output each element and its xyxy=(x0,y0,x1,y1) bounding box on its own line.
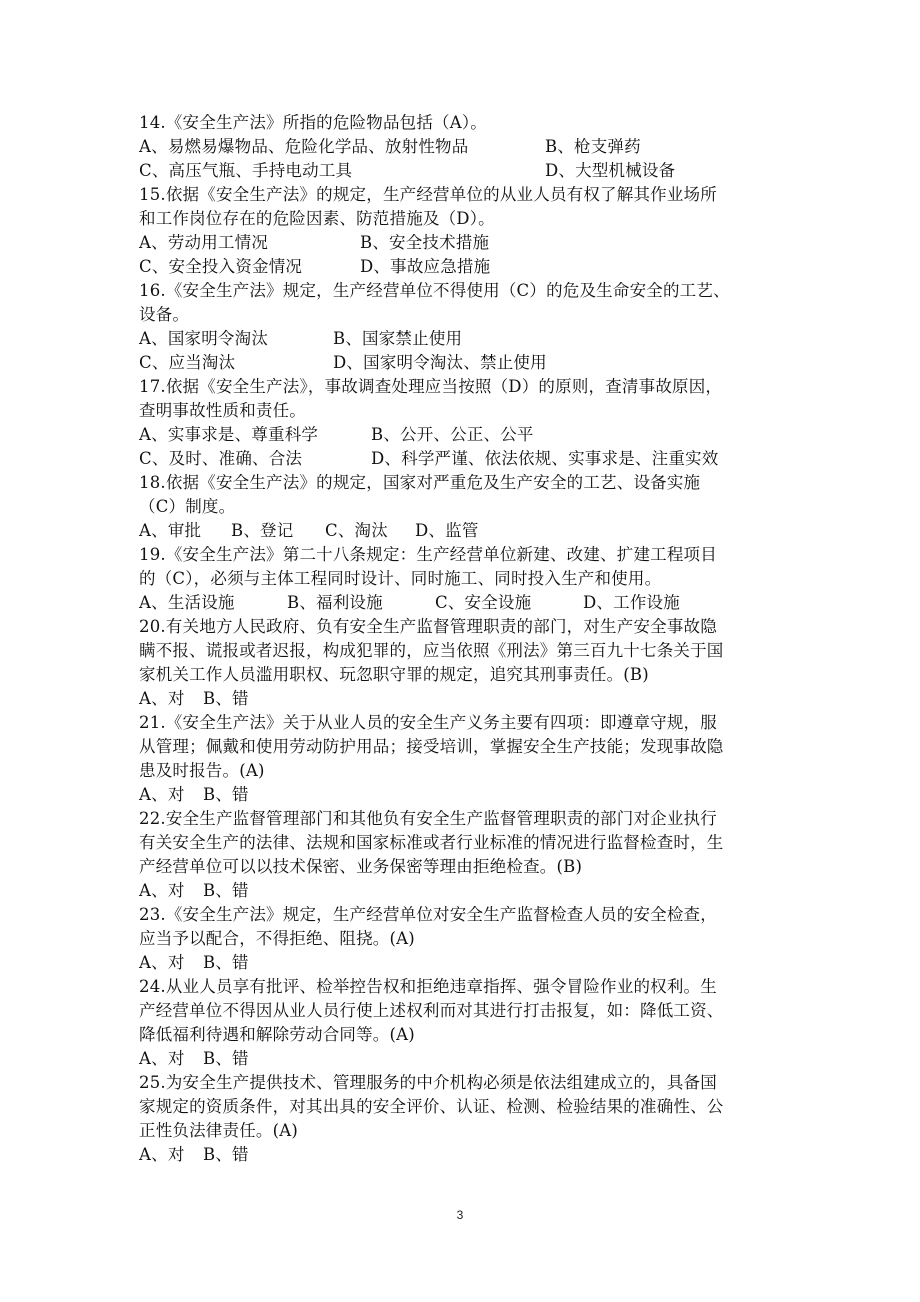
option-d: D、事故应急措施 xyxy=(360,257,491,276)
option-b: B、公开、公正、公平 xyxy=(371,425,534,444)
option-a: A、易燃易爆物品、危险化学品、放射性物品 xyxy=(139,137,469,156)
question-stem-line: 降低福利待遇和解除劳动合同等。(A) xyxy=(139,1025,415,1044)
option-b: B、错 xyxy=(203,785,249,804)
question-stem-line: 和工作岗位存在的危险因素、防范措施及（D）。 xyxy=(139,209,495,228)
options-row xyxy=(139,783,789,807)
question-stem-line: 16.《安全生产法》规定，生产经营单位不得使用（C）的危及生命安全的工艺、 xyxy=(139,281,730,300)
option-d: D、科学严谨、依法依规、实事求是、注重实效 xyxy=(371,449,719,468)
options-row xyxy=(139,519,789,543)
option-a: A、对 xyxy=(139,881,185,900)
options-row xyxy=(139,255,789,279)
question-stem-line: 家机关工作人员滥用职权、玩忽职守罪的规定，追究其刑事责任。(B) xyxy=(139,665,649,684)
option-b: B、错 xyxy=(203,1049,249,1068)
question-stem-line: 20.有关地方人民政府、负有安全生产监督管理职责的部门，对生产安全事故隐 xyxy=(139,617,717,636)
option-a: A、审批 xyxy=(139,521,202,540)
option-a: A、对 xyxy=(139,1049,185,1068)
option-a: A、对 xyxy=(139,785,185,804)
option-b: B、福利设施 xyxy=(287,593,383,612)
options-row xyxy=(139,135,789,159)
question-stem-line: 18.依据《安全生产法》的规定，国家对严重危及生产安全的工艺、设备实施 xyxy=(139,473,701,492)
question-stem-line: 瞒不报、谎报或者迟报，构成犯罪的，应当依照《刑法》第三百九十七条关于国 xyxy=(139,641,724,660)
question-23 xyxy=(139,903,789,975)
question-15 xyxy=(139,183,789,279)
question-25 xyxy=(139,1071,789,1167)
question-stem-line: 设备。 xyxy=(139,305,190,324)
option-c: C、安全投入资金情况 xyxy=(139,257,303,276)
question-14 xyxy=(139,111,789,183)
option-b: B、错 xyxy=(203,881,249,900)
question-stem-line: 的（C），必须与主体工程同时设计、同时施工、同时投入生产和使用。 xyxy=(139,569,662,588)
options-row xyxy=(139,951,789,975)
option-a: A、对 xyxy=(139,1145,185,1164)
question-19 xyxy=(139,543,789,615)
question-stem-line: 查明事故性质和责任。 xyxy=(139,401,306,420)
options-row xyxy=(139,351,789,375)
option-a: A、国家明令淘汰 xyxy=(139,329,269,348)
option-b: B、登记 xyxy=(231,521,294,540)
question-stem-line: 15.依据《安全生产法》的规定，生产经营单位的从业人员有权了解其作业场所 xyxy=(139,185,717,204)
question-16 xyxy=(139,279,789,375)
question-18 xyxy=(139,471,789,543)
question-22 xyxy=(139,807,789,903)
options-row xyxy=(139,1047,789,1071)
question-20 xyxy=(139,615,789,711)
options-row xyxy=(139,423,789,447)
option-a: A、对 xyxy=(139,953,185,972)
option-a: A、劳动用工情况 xyxy=(139,233,269,252)
question-stem-line: 25.为安全生产提供技术、管理服务的中介机构必须是依法组建成立的，具备国 xyxy=(139,1073,717,1092)
question-21 xyxy=(139,711,789,807)
option-d: D、工作设施 xyxy=(583,593,680,612)
option-a: A、生活设施 xyxy=(139,593,235,612)
question-stem-line: （C）制度。 xyxy=(139,497,236,516)
option-b: B、错 xyxy=(203,1145,249,1164)
question-stem-line: 家规定的资质条件，对其出具的安全评价、认证、检测、检验结果的准确性、公 xyxy=(139,1097,724,1116)
question-stem-line: 正性负法律责任。(A) xyxy=(139,1121,298,1140)
question-stem-line: 患及时报告。(A) xyxy=(139,761,265,780)
option-b: B、枪支弹药 xyxy=(545,137,641,156)
document-body xyxy=(139,111,789,1167)
question-stem-line: 14.《安全生产法》所指的危险物品包括（A）。 xyxy=(139,113,488,132)
question-stem-line: 21.《安全生产法》关于从业人员的安全生产义务主要有四项：即遵章守规，服 xyxy=(139,713,717,732)
option-c: C、高压气瓶、手持电动工具 xyxy=(139,161,353,180)
question-24 xyxy=(139,975,789,1071)
question-stem-line: 17.依据《安全生产法》，事故调查处理应当按照（D）的原则，查清事故原因， xyxy=(139,377,723,396)
question-stem-line: 应当予以配合，不得拒绝、阻挠。(A) xyxy=(139,929,415,948)
question-stem-line: 23.《安全生产法》规定，生产经营单位对安全生产监督检查人员的安全检查， xyxy=(139,905,717,924)
question-stem-line: 产经营单位可以以技术保密、业务保密等理由拒绝检查。(B) xyxy=(139,857,583,876)
question-17 xyxy=(139,375,789,471)
option-c: C、淘汰 xyxy=(325,521,388,540)
option-d: D、国家明令淘汰、禁止使用 xyxy=(333,353,547,372)
option-d: D、监管 xyxy=(415,521,479,540)
option-a: A、对 xyxy=(139,689,185,708)
options-row xyxy=(139,327,789,351)
options-row xyxy=(139,447,789,471)
option-c: C、及时、准确、合法 xyxy=(139,449,303,468)
options-row xyxy=(139,1143,789,1167)
option-b: B、错 xyxy=(203,689,249,708)
option-c: C、应当淘汰 xyxy=(139,353,236,372)
option-c: C、安全设施 xyxy=(435,593,532,612)
options-row xyxy=(139,231,789,255)
option-b: B、错 xyxy=(203,953,249,972)
option-b: B、安全技术措施 xyxy=(360,233,490,252)
option-d: D、大型机械设备 xyxy=(545,161,676,180)
question-stem-line: 产经营单位不得因从业人员行使上述权利而对其进行打击报复，如：降低工资、 xyxy=(139,1001,724,1020)
option-a: A、实事求是、尊重科学 xyxy=(139,425,319,444)
option-b: B、国家禁止使用 xyxy=(333,329,463,348)
options-row xyxy=(139,687,789,711)
options-row xyxy=(139,591,789,615)
options-row xyxy=(139,159,789,183)
question-stem-line: 从管理；佩戴和使用劳动防护用品；接受培训，掌握安全生产技能；发现事故隐 xyxy=(139,737,724,756)
question-stem-line: 19.《安全生产法》第二十八条规定：生产经营单位新建、改建、扩建工程项目 xyxy=(139,545,717,564)
options-row xyxy=(139,879,789,903)
question-stem-line: 24.从业人员享有批评、检举控告权和拒绝违章指挥、强令冒险作业的权利。生 xyxy=(139,977,717,996)
page-number: 3 xyxy=(456,1208,464,1222)
question-stem-line: 有关安全生产的法律、法规和国家标准或者行业标准的情况进行监督检查时，生 xyxy=(139,833,724,852)
question-stem-line: 22.安全生产监督管理部门和其他负有安全生产监督管理职责的部门对企业执行 xyxy=(139,809,717,828)
